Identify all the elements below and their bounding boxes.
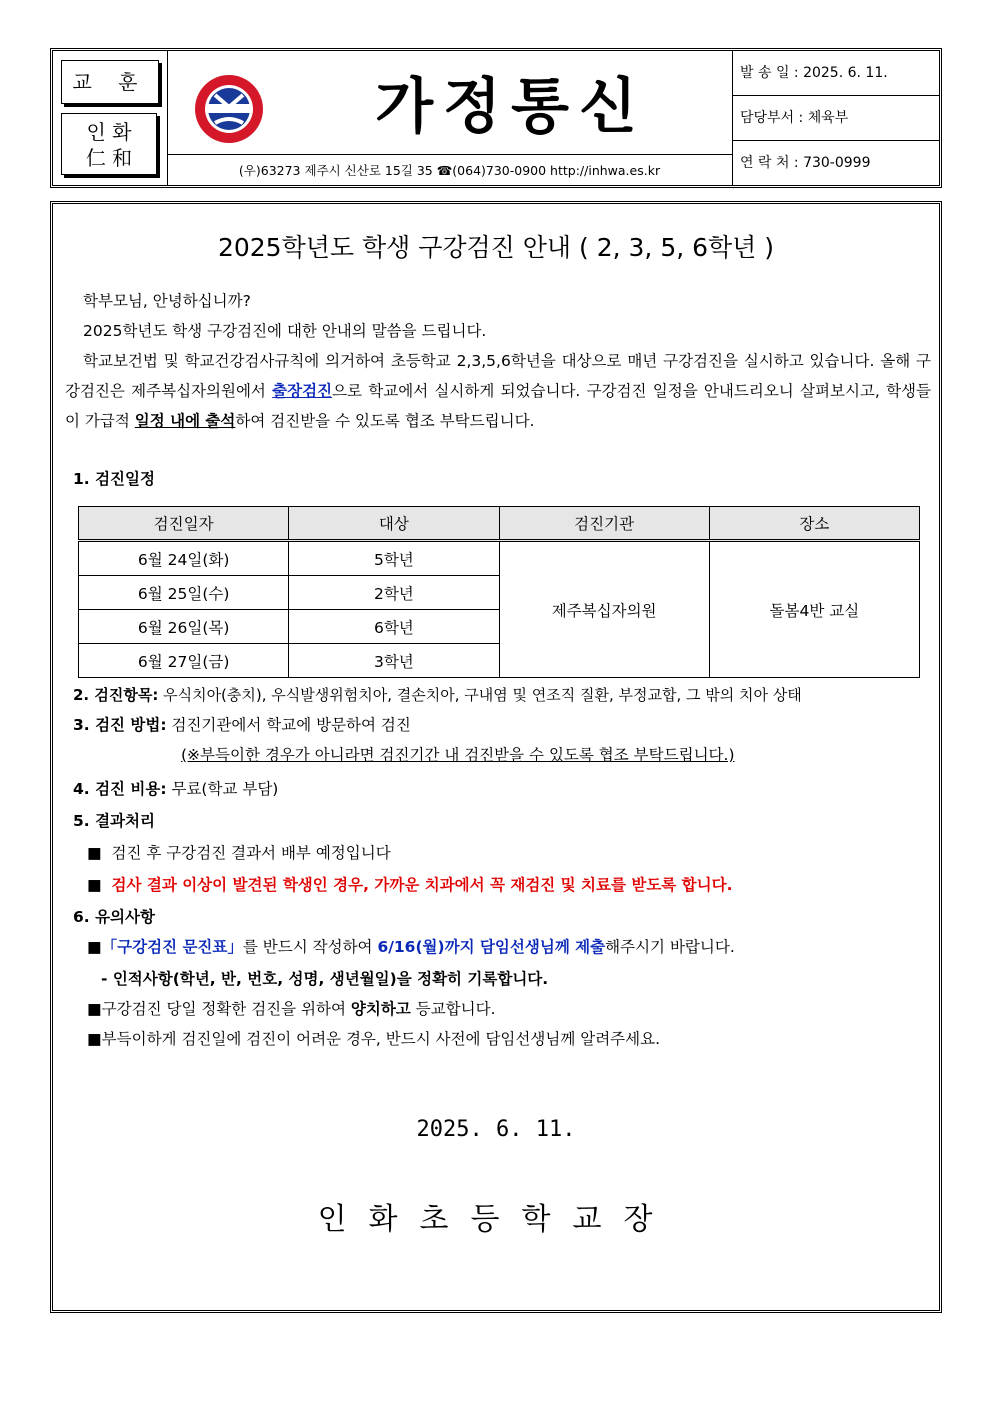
body-text-1: 학교보건법 및 학교건강검사규칙에 의거하여 초등학교 2,3,5,6학년을 대상으로 매년 구강검진을 실시하고 있습니다. 올해 구강검진은 제주복십자의원에서 xyxy=(65,352,931,400)
principal-signature: 인화초등학교장 xyxy=(317,1202,675,1237)
motto-korean: 인 화 xyxy=(86,120,132,144)
motto-title: 교 훈 xyxy=(61,60,159,104)
attendance-highlight: 일정 내에 출석 xyxy=(134,412,236,430)
exam-target: 2학년 xyxy=(289,576,499,610)
note-item-1 xyxy=(87,932,735,962)
exam-method xyxy=(73,710,411,740)
note-text: 를 반드시 작성하여 xyxy=(242,938,378,956)
exam-institution: 제주복십자의원 xyxy=(499,541,709,678)
column-header: 장소 xyxy=(709,507,919,541)
body-paragraph xyxy=(65,346,931,436)
exam-date: 6월 27일(금) xyxy=(79,644,289,678)
exam-items-label: 2. 검진항목: xyxy=(73,686,159,704)
exam-date: 6월 26일(목) xyxy=(79,610,289,644)
exam-target: 5학년 xyxy=(289,541,499,576)
note-text: 구강검진 당일 정확한 검진을 위하여 xyxy=(101,1000,351,1018)
note-text: 해주시기 바랍니다. xyxy=(605,938,735,956)
body-text-3: 하여 검진받을 수 있도록 협조 부탁드립니다. xyxy=(235,412,535,430)
department: 담당부서 : 체육부 xyxy=(733,96,940,141)
note-item-1-sub: - 인적사항(학년, 반, 번호, 성명, 생년월일)을 정확히 기록합니다. xyxy=(101,970,549,988)
newsletter-title: 가정통신 xyxy=(375,72,647,142)
note-text: 부득이하게 검진일에 검진이 어려운 경우, 반드시 사전에 담임선생님께 알려주세요. xyxy=(101,1030,661,1048)
greeting: 학부모님, 안녕하십니까? xyxy=(83,292,251,310)
brush-teeth-emphasis: 양치하고 xyxy=(350,1000,411,1018)
table-header-row xyxy=(79,507,920,541)
notes-heading: 6. 유의사항 xyxy=(73,908,155,926)
note-item-3 xyxy=(87,1024,660,1054)
exam-cost xyxy=(73,774,278,804)
motto-box xyxy=(61,113,157,175)
exam-cost-label: 4. 검진 비용: xyxy=(73,780,167,798)
submission-deadline: 6/16(월)까지 담임선생님께 제출 xyxy=(377,938,606,956)
contact: 연 락 처 : 730-0999 xyxy=(740,155,871,171)
school-logo-icon xyxy=(193,73,265,145)
exam-place: 돌봄4반 교실 xyxy=(709,541,919,678)
intro: 2025학년도 학생 구강검진에 대한 안내의 말씀을 드립니다. xyxy=(83,322,487,340)
newsletter-header xyxy=(50,48,942,188)
square-bullet-icon: ■ xyxy=(87,1030,102,1048)
body-text-2: 으로 학교에서 실시하게 되었습니다. 구강검진 일정을 안내드리오니 살펴보시고, 학생들이 가급적 xyxy=(65,382,931,430)
exam-method-text: 검진기관에서 학교에 방문하여 검진 xyxy=(166,716,411,734)
table-row xyxy=(79,541,920,576)
result-text-2: 검사 결과 이상이 발견된 학생인 경우, 가까운 치과에서 꼭 재검진 및 치료를 받도록 합니다. xyxy=(111,876,733,894)
column-header: 검진기관 xyxy=(499,507,709,541)
letter-body xyxy=(50,201,942,1313)
column-header: 대상 xyxy=(289,507,499,541)
column-header: 검진일자 xyxy=(79,507,289,541)
exam-target: 6학년 xyxy=(289,610,499,644)
exam-cost-text: 무료(학교 부담) xyxy=(166,780,279,798)
issue-date: 발 송 일 : 2025. 6. 11. xyxy=(733,51,940,96)
exam-items xyxy=(73,680,802,710)
schedule-heading: 1. 검진일정 xyxy=(73,470,155,488)
schedule-table xyxy=(78,506,920,678)
school-address: (우)63273 제주시 신산로 15길 35 ☎(064)730-0900 http://inhwa.es.kr xyxy=(167,154,732,186)
square-bullet-icon: ■ xyxy=(87,938,102,956)
note-text: 등교합니다. xyxy=(410,1000,496,1018)
square-bullet-icon: ■ xyxy=(87,876,102,894)
result-heading: 5. 결과처리 xyxy=(73,812,155,830)
exam-method-note: (※부득이한 경우가 아니라면 검진기간 내 검진받을 수 있도록 협조 부탁드립니다.) xyxy=(181,746,735,764)
result-bullet-2 xyxy=(87,870,732,900)
exam-method-label: 3. 검진 방법: xyxy=(73,716,167,734)
motto-column xyxy=(53,51,168,185)
result-text-1: 검진 후 구강검진 결과서 배부 예정입니다 xyxy=(111,844,391,862)
document-title: 2025학년도 학생 구강검진 안내 ( 2, 3, 5, 6학년 ) xyxy=(217,233,775,262)
exam-items-text: 우식치아(충치), 우식발생위험치아, 결손치아, 구내염 및 연조직 질환, 부정교합, 그 밖의 치아 상태 xyxy=(158,686,802,704)
questionnaire-name: 「구강검진 문진표」 xyxy=(101,938,243,956)
issue-info xyxy=(732,51,940,185)
exam-date: 6월 24일(화) xyxy=(79,541,289,576)
square-bullet-icon: ■ xyxy=(87,844,102,862)
note-item-2 xyxy=(87,994,496,1024)
exam-target: 3학년 xyxy=(289,644,499,678)
result-bullet-1 xyxy=(87,838,391,868)
exam-date: 6월 25일(수) xyxy=(79,576,289,610)
letter-date: 2025. 6. 11. xyxy=(416,1117,576,1142)
onsite-exam-highlight: 출장검진 xyxy=(272,382,333,400)
motto-hanja: 仁 和 xyxy=(85,146,133,170)
square-bullet-icon: ■ xyxy=(87,1000,102,1018)
